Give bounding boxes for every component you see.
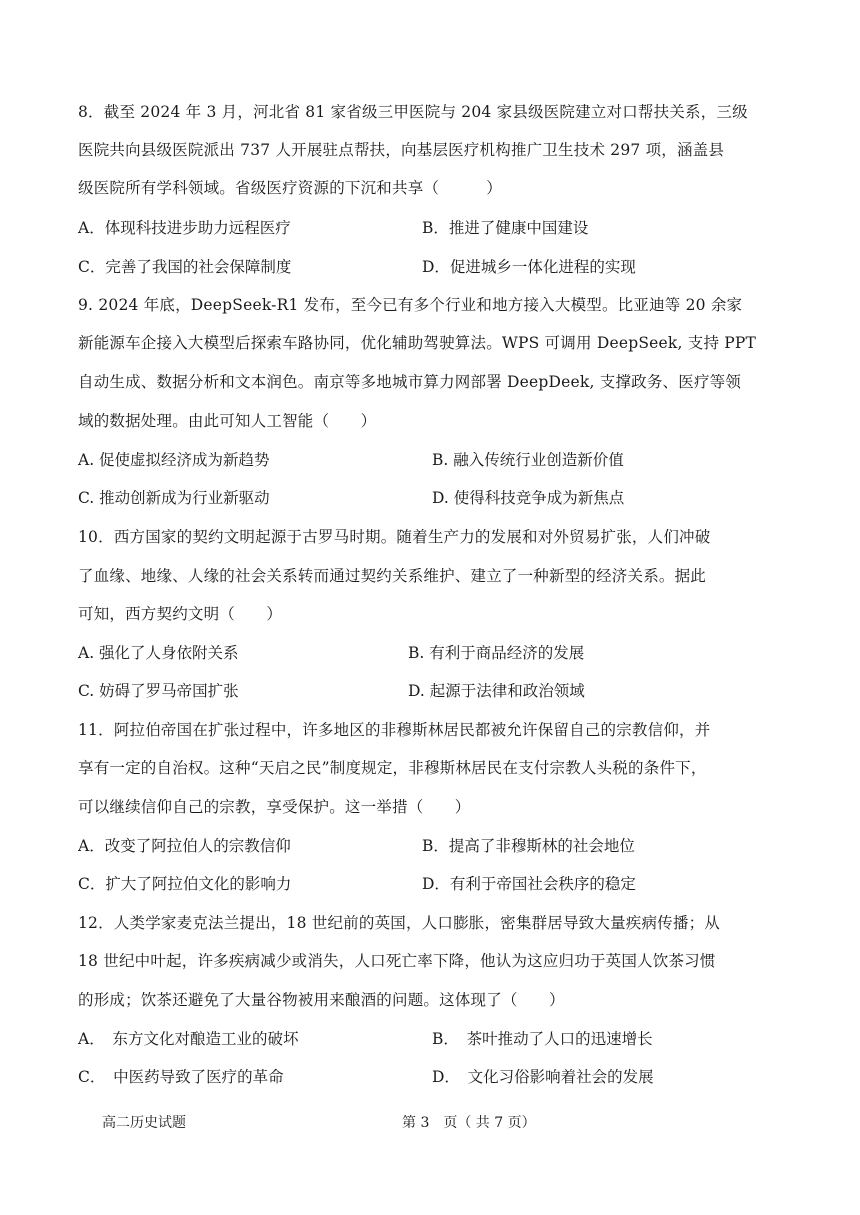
- question-text-line: 的形成；饮茶还避免了大量谷物被用来酿酒的问题。这体现了（ ）: [78, 991, 565, 1009]
- question-text-line: 医院共向县级医院派出 737 人开展驻点帮扶，向基层医疗机构推广卫生技术 297 项，涵盖县: [78, 141, 725, 159]
- option-d[interactable]: D. 起源于法律和政治领域: [408, 682, 585, 700]
- option-d[interactable]: D. 使得科技竞争成为新焦点: [432, 489, 625, 507]
- option-a[interactable]: A. 促使虚拟经济成为新趋势: [78, 451, 270, 469]
- question-text-line: 11．阿拉伯帝国在扩张过程中，许多地区的非穆斯林居民都被允许保留自己的宗教信仰，并: [78, 721, 711, 739]
- option-d[interactable]: D．促进城乡一体化进程的实现: [422, 258, 636, 276]
- question-text-line: 9. 2024 年底，DeepSeek-R1 发布，至今已有多个行业和地方接入大模型。比亚迪等 20 余家: [78, 296, 743, 314]
- option-d[interactable]: D． 文化习俗影响着社会的发展: [432, 1068, 654, 1086]
- option-a[interactable]: A． 东方文化对酿造工业的破坏: [78, 1030, 299, 1048]
- option-b[interactable]: B. 有利于商品经济的发展: [408, 644, 585, 662]
- option-c[interactable]: C．扩大了阿拉伯文化的影响力: [78, 875, 292, 893]
- option-b[interactable]: B．提高了非穆斯林的社会地位: [422, 837, 635, 855]
- question-text-line: 级医院所有学科领域。省级医疗资源的下沉和共享（ ）: [78, 179, 502, 197]
- question-text-line: 12．人类学家麦克法兰提出，18 世纪前的英国，人口膨胀，密集群居导致大量疾病传播；从: [78, 914, 720, 932]
- question-text-line: 新能源车企接入大模型后探索车路协同，优化辅助驾驶算法。WPS 可调用 DeepSeek, 支持 PPT: [78, 334, 757, 352]
- question-text-line: 可知，西方契约文明（ ）: [78, 605, 283, 623]
- option-b[interactable]: B．推进了健康中国建设: [422, 219, 589, 237]
- option-c[interactable]: C．完善了我国的社会保障制度: [78, 258, 292, 276]
- question-text-line: 域的数据处理。由此可知人工智能（ ）: [78, 412, 377, 430]
- question-text-line: 18 世纪中叶起，许多疾病减少或消失，人口死亡率下降，他认为这应归功于英国人饮茶习惯: [78, 952, 716, 970]
- option-c[interactable]: C. 推动创新成为行业新驱动: [78, 489, 270, 507]
- option-b[interactable]: B. 融入传统行业创造新价值: [432, 451, 624, 469]
- footer-subject: 高二历史试题: [102, 1115, 186, 1131]
- question-text-line: 10．西方国家的契约文明起源于古罗马时期。随着生产力的发展和对外贸易扩张，人们冲破: [78, 528, 711, 546]
- option-a[interactable]: A．改变了阿拉伯人的宗教信仰: [78, 837, 291, 855]
- option-c[interactable]: C． 中医药导致了医疗的革命: [78, 1068, 284, 1086]
- question-text-line: 可以继续信仰自己的宗教，享受保护。这一举措（ ）: [78, 798, 471, 816]
- question-text-line: 自动生成、数据分析和文本润色。南京等多地城市算力网部署 DeepDeek, 支撑政务、医疗等领: [78, 373, 742, 391]
- option-c[interactable]: C. 妨碍了罗马帝国扩张: [78, 682, 239, 700]
- question-text-line: 享有一定的自治权。这种“天启之民”制度规定，非穆斯林居民在支付宗教人头税的条件下，: [78, 759, 707, 777]
- option-b[interactable]: B． 茶叶推动了人口的迅速增长: [432, 1030, 653, 1048]
- option-d[interactable]: D．有利于帝国社会秩序的稳定: [422, 875, 636, 893]
- question-text-line: 8．截至 2024 年 3 月，河北省 81 家省级三甲医院与 204 家县级医院建立对口帮扶关系，三级: [78, 103, 748, 121]
- footer-page-number: 第 3 页（ 共 7 页）: [402, 1115, 536, 1131]
- question-text-line: 了血缘、地缘、人缘的社会关系转而通过契约关系维护、建立了一种新型的经济关系。据此: [78, 567, 707, 585]
- option-a[interactable]: A．体现科技进步助力远程医疗: [78, 219, 291, 237]
- option-a[interactable]: A. 强化了人身依附关系: [78, 644, 239, 662]
